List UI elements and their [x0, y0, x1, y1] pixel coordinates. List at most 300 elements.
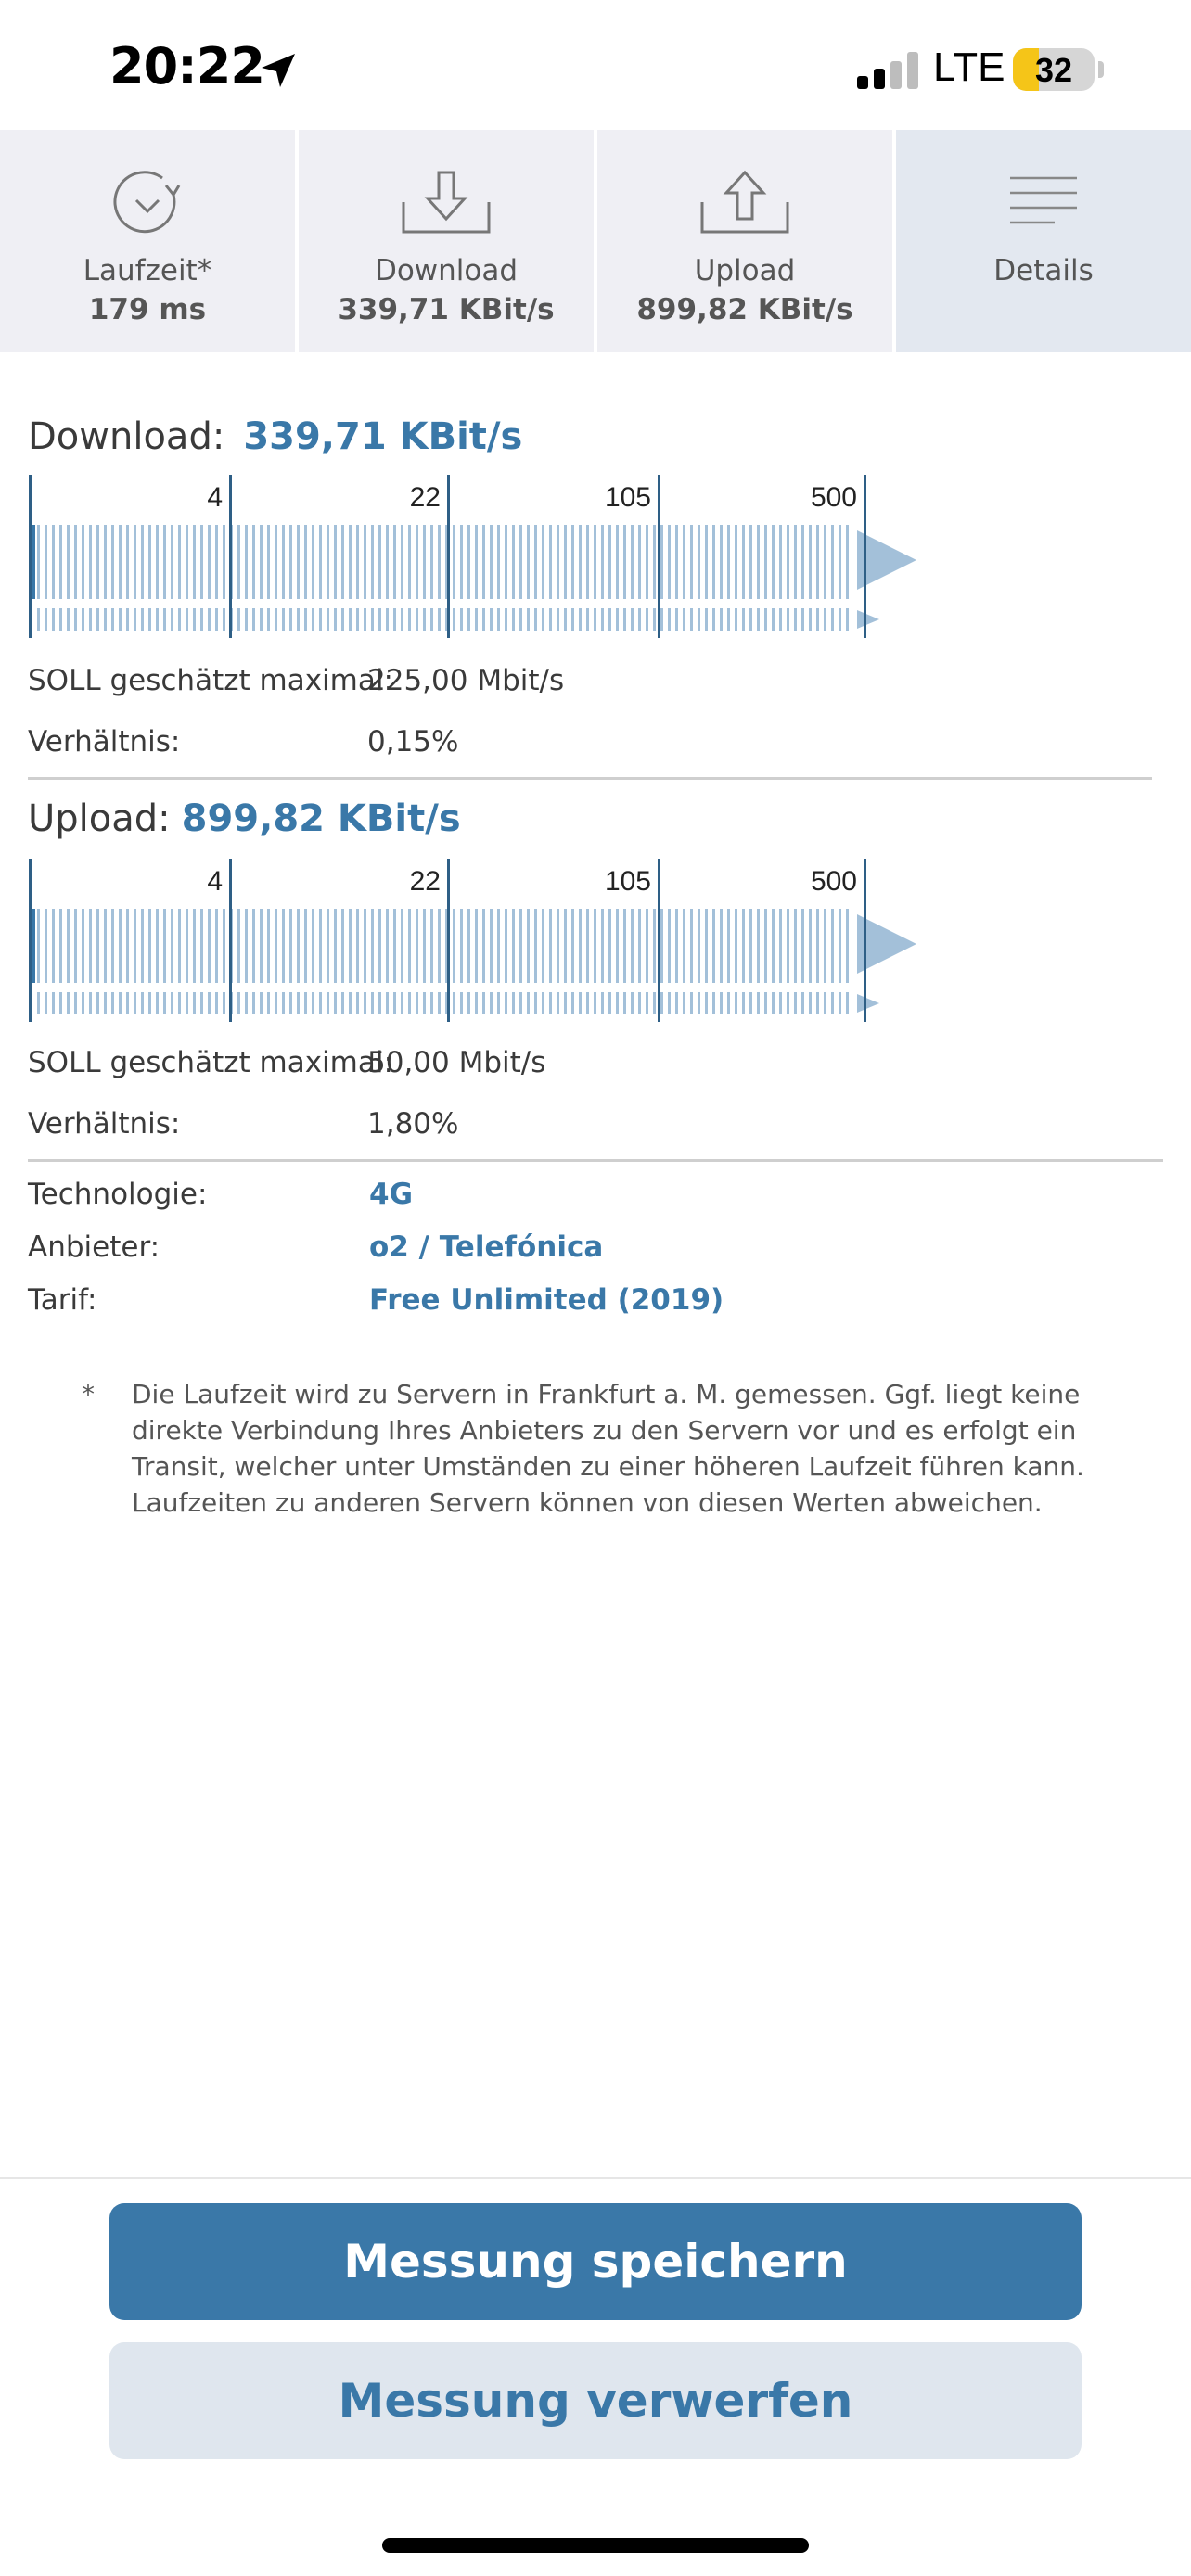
gauge-hatch-upper — [764, 525, 767, 599]
gauge-hatch-lower — [96, 608, 99, 631]
gauge-hatch-lower — [497, 992, 500, 1014]
gauge-hatch-upper — [119, 909, 122, 983]
gauge-hatch-lower — [616, 992, 619, 1014]
gauge-hatch-upper — [148, 525, 151, 599]
gauge-hatch-upper — [223, 525, 225, 599]
gauge-hatch-lower — [772, 992, 775, 1014]
gauge-hatch-upper — [475, 909, 478, 983]
gauge-tick-line — [864, 859, 866, 1022]
gauge-hatch-lower — [52, 992, 55, 1014]
download-ratio-label: Verhältnis: — [28, 725, 181, 759]
gauge-hatch-lower — [549, 992, 552, 1014]
gauge-hatch-lower — [801, 992, 804, 1014]
gauge-hatch-lower — [215, 608, 218, 631]
gauge-hatch-lower — [59, 608, 62, 631]
gauge-hatch-upper — [319, 909, 322, 983]
gauge-hatch-upper — [386, 909, 389, 983]
gauge-hatch-upper — [846, 909, 849, 983]
gauge-hatch-lower — [178, 992, 181, 1014]
gauge-hatch-upper — [586, 525, 589, 599]
gauge-tick-line — [447, 475, 450, 638]
gauge-hatch-upper — [460, 525, 463, 599]
gauge-hatch-lower — [735, 608, 737, 631]
gauge-hatch-lower — [163, 608, 166, 631]
gauge-hatch-upper — [408, 909, 411, 983]
gauge-hatch-upper — [809, 909, 812, 983]
gauge-hatch-lower — [237, 992, 240, 1014]
gauge-hatch-upper — [237, 909, 240, 983]
gauge-hatch-lower — [408, 608, 411, 631]
tab-upload[interactable] — [597, 130, 896, 352]
gauge-hatch-upper — [467, 525, 470, 599]
gauge-tick-line — [658, 475, 660, 638]
gauge-hatch-lower — [490, 992, 493, 1014]
gauge-hatch-upper — [749, 525, 752, 599]
download-tray-icon — [400, 165, 493, 239]
footnote-text: Die Laufzeit wird zu Servern in Frankfurt a. M. gemessen. Ggf. liegt keine direkte Verbindung Ihres Anbieters zu den Servern vor und es erfolgt ein Transit, welcher unter Umständen zu einer höheren Laufzeit führen kann. Laufzeiten zu anderen Servern können von diesen Werten abweichen. — [132, 1379, 1084, 1518]
gauge-hatch-upper — [690, 909, 693, 983]
battery-level: 32 — [1034, 51, 1073, 89]
gauge-hatch-lower — [846, 992, 849, 1014]
gauge-hatch-upper — [542, 525, 544, 599]
gauge-hatch-upper — [460, 909, 463, 983]
gauge-tick-label: 500 — [810, 866, 857, 897]
gauge-hatch-upper — [141, 909, 144, 983]
gauge-hatch-upper — [334, 909, 337, 983]
gauge-hatch-upper — [386, 525, 389, 599]
gauge-hatch-lower — [304, 608, 307, 631]
gauge-hatch-upper — [668, 525, 671, 599]
gauge-hatch-lower — [720, 992, 723, 1014]
gauge-hatch-upper — [96, 909, 99, 983]
gauge-origin-line — [29, 859, 32, 1022]
gauge-hatch-lower — [156, 992, 159, 1014]
gauge-hatch-lower — [82, 608, 84, 631]
gauge-hatch-lower — [653, 608, 656, 631]
gauge-hatch-lower — [186, 608, 188, 631]
gauge-hatch-lower — [134, 608, 136, 631]
gauge-hatch-upper — [371, 525, 374, 599]
gauge-tick-label: 4 — [207, 482, 223, 513]
gauge-tick-label: 105 — [604, 482, 651, 513]
gauge-hatch-upper — [82, 909, 84, 983]
gauge-hatch-lower — [727, 608, 730, 631]
gauge-hatch-lower — [126, 608, 129, 631]
gauge-hatch-upper — [749, 909, 752, 983]
technology-value: 4G — [369, 1178, 414, 1211]
divider — [0, 2177, 1191, 2179]
gauge-hatch-upper — [831, 525, 834, 599]
gauge-hatch-lower — [319, 992, 322, 1014]
gauge-hatch-lower — [505, 992, 507, 1014]
gauge-hatch-lower — [312, 608, 314, 631]
gauge-hatch-lower — [839, 992, 841, 1014]
gauge-hatch-upper — [608, 909, 611, 983]
gauge-hatch-lower — [571, 992, 574, 1014]
gauge-hatch-lower — [74, 608, 77, 631]
gauge-hatch-upper — [735, 525, 737, 599]
gauge-hatch-upper — [82, 525, 84, 599]
gauge-hatch-lower — [200, 608, 203, 631]
gauge-hatch-lower — [608, 992, 611, 1014]
gauge-hatch-upper — [482, 909, 485, 983]
tab-download-label: Download — [374, 254, 519, 287]
gauge-hatch-lower — [37, 608, 40, 631]
gauge-hatch-lower — [542, 608, 544, 631]
gauge-arrow-lower — [857, 610, 879, 629]
gauge-hatch-upper — [497, 909, 500, 983]
gauge-hatch-lower — [430, 608, 433, 631]
gauge-hatch-upper — [267, 525, 270, 599]
gauge-hatch-lower — [215, 992, 218, 1014]
gauge-hatch-upper — [200, 525, 203, 599]
gauge-hatch-lower — [171, 992, 173, 1014]
gauge-hatch-lower — [467, 992, 470, 1014]
gauge-hatch-upper — [416, 909, 418, 983]
upload-label: Upload: — [28, 797, 171, 840]
gauge-hatch-upper — [527, 525, 530, 599]
tab-laufzeit-value: 179 ms — [88, 293, 207, 326]
gauge-hatch-upper — [193, 909, 196, 983]
gauge-hatch-upper — [74, 525, 77, 599]
upload-tray-icon — [698, 165, 791, 239]
gauge-hatch-upper — [527, 909, 530, 983]
gauge-hatch-lower — [386, 992, 389, 1014]
gauge-hatch-lower — [698, 608, 700, 631]
gauge-hatch-upper — [534, 525, 537, 599]
gauge-hatch-upper — [319, 525, 322, 599]
gauge-hatch-upper — [304, 909, 307, 983]
gauge-hatch-lower — [698, 992, 700, 1014]
gauge-hatch-lower — [735, 992, 737, 1014]
gauge-hatch-upper — [260, 525, 263, 599]
gauge-hatch-upper — [564, 909, 567, 983]
battery-icon — [1013, 48, 1095, 91]
gauge-hatch-lower — [111, 608, 114, 631]
gauge-hatch-lower — [690, 992, 693, 1014]
gauge-hatch-upper — [564, 525, 567, 599]
gauge-hatch-upper — [846, 525, 849, 599]
gauge-hatch-upper — [519, 525, 522, 599]
gauge-hatch-lower — [82, 992, 84, 1014]
gauge-hatch-upper — [297, 525, 300, 599]
upload-ratio-label: Verhältnis: — [28, 1107, 181, 1141]
gauge-hatch-lower — [660, 608, 663, 631]
battery-tip — [1098, 61, 1104, 78]
status-time: 20:22 — [109, 37, 264, 96]
gauge-hatch-lower — [282, 992, 285, 1014]
gauge-hatch-lower — [720, 608, 723, 631]
gauge-hatch-lower — [557, 608, 559, 631]
gauge-hatch-upper — [111, 525, 114, 599]
gauge-hatch-lower — [96, 992, 99, 1014]
gauge-hatch-lower — [89, 992, 92, 1014]
gauge-hatch-lower — [304, 992, 307, 1014]
gauge-hatch-lower — [408, 992, 411, 1014]
gauge-tick-line — [229, 475, 232, 638]
download-value: 339,71 KBit/s — [243, 415, 523, 458]
gauge-hatch-lower — [772, 608, 775, 631]
gauge-hatch-upper — [608, 525, 611, 599]
gauge-hatch-lower — [186, 992, 188, 1014]
gauge-hatch-upper — [571, 525, 574, 599]
gauge-hatch-upper — [787, 909, 789, 983]
gauge-hatch-lower — [126, 992, 129, 1014]
gauge-hatch-upper — [594, 525, 596, 599]
gauge-hatch-lower — [571, 608, 574, 631]
gauge-hatch-upper — [698, 525, 700, 599]
gauge-hatch-upper — [831, 909, 834, 983]
gauge-hatch-lower — [742, 608, 745, 631]
save-measurement-button[interactable]: Messung speichern — [109, 2203, 1082, 2320]
tab-laufzeit[interactable] — [0, 130, 299, 352]
gauge-hatch-upper — [482, 525, 485, 599]
gauge-hatch-lower — [74, 992, 77, 1014]
gauge-hatch-upper — [289, 525, 292, 599]
gauge-hatch-upper — [824, 525, 826, 599]
gauge-hatch-upper — [364, 525, 366, 599]
gauge-hatch-upper — [638, 909, 641, 983]
gauge-hatch-lower — [141, 992, 144, 1014]
gauge-hatch-lower — [163, 992, 166, 1014]
gauge-hatch-upper — [178, 909, 181, 983]
gauge-tick-label: 500 — [810, 482, 857, 513]
gauge-hatch-lower — [378, 608, 381, 631]
gauge-hatch-lower — [289, 992, 292, 1014]
gauge-hatch-lower — [282, 608, 285, 631]
gauge-hatch-lower — [356, 608, 359, 631]
gauge-hatch-upper — [327, 525, 329, 599]
gauge-hatch-upper — [616, 909, 619, 983]
gauge-hatch-lower — [223, 608, 225, 631]
gauge-hatch-lower — [668, 992, 671, 1014]
gauge-hatch-lower — [482, 992, 485, 1014]
gauge-hatch-lower — [430, 992, 433, 1014]
gauge-hatch-upper — [601, 909, 604, 983]
gauge-hatch-lower — [208, 992, 211, 1014]
gauge-hatch-upper — [89, 909, 92, 983]
gauge-hatch-upper — [45, 909, 47, 983]
gauge-hatch-lower — [467, 608, 470, 631]
gauge-hatch-lower — [460, 608, 463, 631]
gauge-hatch-lower — [200, 992, 203, 1014]
gauge-hatch-lower — [475, 608, 478, 631]
tab-upload-label: Upload — [694, 254, 796, 287]
gauge-hatch-lower — [660, 992, 663, 1014]
gauge-hatch-lower — [119, 608, 122, 631]
gauge-hatch-lower — [148, 608, 151, 631]
gauge-hatch-upper — [720, 909, 723, 983]
gauge-hatch-upper — [349, 525, 352, 599]
gauge-hatch-lower — [37, 992, 40, 1014]
gauge-tick-label: 105 — [604, 866, 651, 897]
gauge-hatch-lower — [816, 992, 819, 1014]
gauge-hatch-lower — [364, 608, 366, 631]
gauge-hatch-upper — [683, 525, 685, 599]
gauge-hatch-lower — [794, 992, 797, 1014]
gauge-hatch-lower — [601, 608, 604, 631]
gauge-hatch-lower — [245, 608, 248, 631]
gauge-hatch-upper — [74, 909, 77, 983]
discard-measurement-button[interactable]: Messung verwerfen — [109, 2342, 1082, 2459]
gauge-hatch-lower — [638, 608, 641, 631]
gauge-hatch-upper — [571, 909, 574, 983]
gauge-hatch-upper — [356, 525, 359, 599]
gauge-hatch-lower — [579, 992, 582, 1014]
gauge-hatch-upper — [505, 525, 507, 599]
gauge-hatch-upper — [111, 909, 114, 983]
gauge-hatch-upper — [148, 909, 151, 983]
gauge-hatch-lower — [638, 992, 641, 1014]
gauge-hatch-lower — [104, 992, 107, 1014]
gauge-hatch-lower — [564, 992, 567, 1014]
gauge-hatch-lower — [824, 992, 826, 1014]
gauge-hatch-upper — [586, 909, 589, 983]
gauge-hatch-lower — [787, 608, 789, 631]
tab-download[interactable] — [299, 130, 597, 352]
gauge-hatch-lower — [519, 992, 522, 1014]
gauge-hatch-lower — [712, 992, 715, 1014]
gauge-hatch-lower — [668, 608, 671, 631]
gauge-hatch-upper — [794, 909, 797, 983]
gauge-tick-line — [864, 475, 866, 638]
gauge-hatch-upper — [245, 909, 248, 983]
gauge-hatch-lower — [334, 608, 337, 631]
gauge-hatch-upper — [772, 525, 775, 599]
gauge-hatch-lower — [460, 992, 463, 1014]
gauge-hatch-lower — [356, 992, 359, 1014]
gauge-hatch-lower — [349, 992, 352, 1014]
gauge-hatch-lower — [267, 608, 270, 631]
gauge-hatch-upper — [772, 909, 775, 983]
gauge-hatch-lower — [423, 992, 426, 1014]
gauge-hatch-upper — [809, 525, 812, 599]
gauge-hatch-upper — [675, 909, 678, 983]
gauge-hatch-upper — [579, 909, 582, 983]
gauge-hatch-lower — [646, 608, 648, 631]
gauge-hatch-lower — [616, 608, 619, 631]
gauge-hatch-lower — [809, 992, 812, 1014]
gauge-hatch-upper — [557, 525, 559, 599]
gauge-hatch-lower — [653, 992, 656, 1014]
gauge-hatch-lower — [371, 608, 374, 631]
gauge-hatch-upper — [660, 525, 663, 599]
gauge-hatch-lower — [705, 992, 708, 1014]
gauge-hatch-lower — [779, 608, 782, 631]
gauge-hatch-lower — [453, 992, 455, 1014]
gauge-hatch-upper — [660, 909, 663, 983]
upload-soll-label: SOLL geschätzt maximal: — [28, 1046, 393, 1079]
gauge-hatch-upper — [37, 909, 40, 983]
gauge-hatch-upper — [59, 525, 62, 599]
home-indicator[interactable] — [382, 2538, 809, 2553]
gauge-hatch-upper — [378, 909, 381, 983]
gauge-hatch-lower — [393, 992, 396, 1014]
gauge-hatch-upper — [549, 909, 552, 983]
upload-value: 899,82 KBit/s — [181, 797, 461, 840]
gauge-hatch-upper — [512, 909, 515, 983]
gauge-hatch-lower — [586, 992, 589, 1014]
gauge-hatch-lower — [252, 608, 255, 631]
gauge-hatch-upper — [430, 525, 433, 599]
gauge-hatch-upper — [794, 525, 797, 599]
gauge-hatch-upper — [260, 909, 263, 983]
gauge-hatch-lower — [801, 608, 804, 631]
gauge-hatch-lower — [453, 608, 455, 631]
gauge-hatch-upper — [453, 909, 455, 983]
gauge-hatch-lower — [178, 608, 181, 631]
gauge-hatch-upper — [312, 525, 314, 599]
gauge-hatch-upper — [126, 909, 129, 983]
gauge-hatch-upper — [787, 525, 789, 599]
gauge-hatch-lower — [134, 992, 136, 1014]
gauge-hatch-upper — [705, 525, 708, 599]
gauge-hatch-lower — [512, 992, 515, 1014]
gauge-hatch-upper — [779, 909, 782, 983]
gauge-hatch-upper — [134, 909, 136, 983]
gauge-hatch-upper — [423, 909, 426, 983]
tariff-value: Free Unlimited (2019) — [369, 1283, 724, 1317]
gauge-hatch-upper — [712, 909, 715, 983]
gauge-hatch-upper — [557, 909, 559, 983]
gauge-hatch-lower — [594, 992, 596, 1014]
gauge-hatch-lower — [534, 992, 537, 1014]
gauge-hatch-lower — [193, 608, 196, 631]
result-tabs — [0, 130, 1191, 352]
gauge-hatch-upper — [727, 909, 730, 983]
gauge-hatch-lower — [52, 608, 55, 631]
gauge-hatch-lower — [67, 608, 70, 631]
gauge-hatch-upper — [37, 525, 40, 599]
gauge-hatch-lower — [364, 992, 366, 1014]
gauge-hatch-lower — [371, 992, 374, 1014]
gauge-hatch-upper — [52, 525, 55, 599]
gauge-hatch-lower — [542, 992, 544, 1014]
gauge-hatch-lower — [341, 608, 344, 631]
gauge-hatch-upper — [156, 525, 159, 599]
gauge-hatch-lower — [156, 608, 159, 631]
gauge-hatch-upper — [408, 525, 411, 599]
gauge-hatch-lower — [237, 608, 240, 631]
gauge-hatch-upper — [698, 909, 700, 983]
gauge-hatch-upper — [490, 909, 493, 983]
gauge-arrow-lower — [857, 994, 879, 1013]
gauge-hatch-lower — [608, 608, 611, 631]
gauge-hatch-upper — [824, 909, 826, 983]
gauge-hatch-upper — [467, 909, 470, 983]
gauge-hatch-lower — [846, 608, 849, 631]
gauge-hatch-upper — [801, 525, 804, 599]
gauge-hatch-lower — [586, 608, 589, 631]
gauge-hatch-lower — [275, 608, 277, 631]
gauge-hatch-lower — [386, 608, 389, 631]
gauge-hatch-lower — [490, 608, 493, 631]
tab-laufzeit-label: Laufzeit* — [83, 254, 212, 287]
gauge-hatch-upper — [364, 909, 366, 983]
tab-details[interactable] — [896, 130, 1191, 352]
gauge-hatch-lower — [549, 608, 552, 631]
gauge-hatch-lower — [327, 608, 329, 631]
gauge-hatch-upper — [104, 909, 107, 983]
gauge-hatch-lower — [319, 608, 322, 631]
gauge-hatch-lower — [423, 608, 426, 631]
gauge-hatch-lower — [275, 992, 277, 1014]
gauge-hatch-upper — [623, 909, 626, 983]
gauge-hatch-upper — [757, 909, 760, 983]
gauge-hatch-lower — [416, 608, 418, 631]
gauge-hatch-lower — [794, 608, 797, 631]
gauge-hatch-upper — [297, 909, 300, 983]
